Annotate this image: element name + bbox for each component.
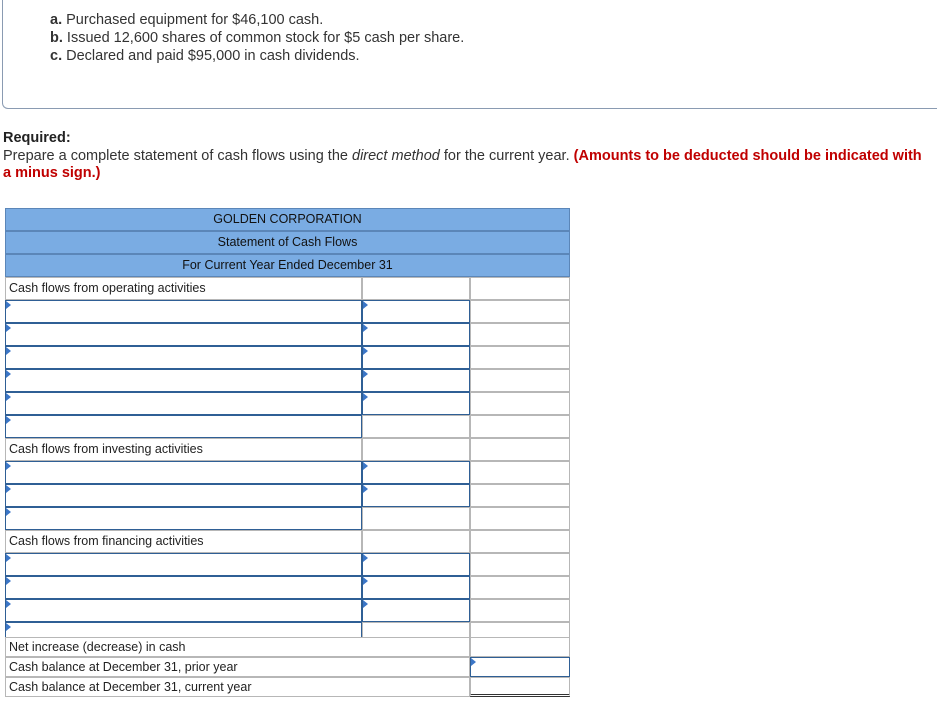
financing-item-2-amount[interactable] [362, 576, 470, 599]
operating-item-2-amount[interactable] [362, 323, 470, 346]
operating-item-3-total [470, 346, 570, 369]
operating-header-amount [362, 277, 470, 300]
financing-item-1-amount[interactable] [362, 553, 470, 576]
required-heading: Required: [3, 130, 71, 146]
operating-item-4-description[interactable] [5, 369, 362, 392]
company-name: GOLDEN CORPORATION [5, 208, 570, 231]
investing-subtotal-amount [362, 507, 470, 530]
operating-item-3-description[interactable] [5, 346, 362, 369]
financing-activities-label: Cash flows from financing activities [5, 530, 362, 553]
operating-item-4-total [470, 369, 570, 392]
financing-item-1-description[interactable] [5, 553, 362, 576]
investing-subtotal-total [470, 507, 570, 530]
operating-subtotal-total [470, 415, 570, 438]
operating-item-1-total [470, 300, 570, 323]
investing-header-amount [362, 438, 470, 461]
statement-period: For Current Year Ended December 31 [5, 254, 570, 277]
investing-subtotal-description[interactable] [5, 507, 362, 530]
operating-item-2-description[interactable] [5, 323, 362, 346]
investing-item-2-amount[interactable] [362, 484, 470, 507]
operating-item-1-amount[interactable] [362, 300, 470, 323]
operating-item-3-amount[interactable] [362, 346, 470, 369]
financing-item-1-total [470, 553, 570, 576]
investing-item-1-amount[interactable] [362, 461, 470, 484]
financing-item-3-description[interactable] [5, 599, 362, 622]
operating-item-1-description[interactable] [5, 300, 362, 323]
operating-item-5-amount[interactable] [362, 392, 470, 415]
operating-item-5-description[interactable] [5, 392, 362, 415]
investing-item-2-total [470, 484, 570, 507]
item-b: b. Issued 12,600 shares of common stock for $5 cash per share. [50, 30, 465, 46]
operating-header-total [470, 277, 570, 300]
investing-activities-label: Cash flows from investing activities [5, 438, 362, 461]
financing-header-amount [362, 530, 470, 553]
required-text: Prepare a complete statement of cash flows using the direct method for the current year. (Amounts to be deducted should be indicated with a minus sign.) [3, 148, 922, 181]
net-change-label: Net increase (decrease) in cash [5, 637, 470, 657]
operating-subtotal-description[interactable] [5, 415, 362, 438]
financing-item-2-description[interactable] [5, 576, 362, 599]
prior-year-balance-label: Cash balance at December 31, prior year [5, 657, 470, 677]
prior-year-balance-amount[interactable] [470, 657, 570, 677]
investing-header-total [470, 438, 570, 461]
operating-item-5-total [470, 392, 570, 415]
item-c: c. Declared and paid $95,000 in cash dividends. [50, 48, 360, 64]
current-year-balance-amount [470, 677, 570, 697]
investing-item-1-description[interactable] [5, 461, 362, 484]
investing-item-1-total [470, 461, 570, 484]
financing-item-2-total [470, 576, 570, 599]
financing-header-total [470, 530, 570, 553]
operating-item-4-amount[interactable] [362, 369, 470, 392]
operating-item-2-total [470, 323, 570, 346]
operating-activities-label: Cash flows from operating activities [5, 277, 362, 300]
financing-item-3-total [470, 599, 570, 622]
net-change-amount [470, 637, 570, 657]
financing-item-3-amount[interactable] [362, 599, 470, 622]
investing-item-2-description[interactable] [5, 484, 362, 507]
statement-title: Statement of Cash Flows [5, 231, 570, 254]
operating-subtotal-amount [362, 415, 470, 438]
item-a: a. Purchased equipment for $46,100 cash. [50, 12, 324, 28]
current-year-balance-label: Cash balance at December 31, current year [5, 677, 470, 697]
